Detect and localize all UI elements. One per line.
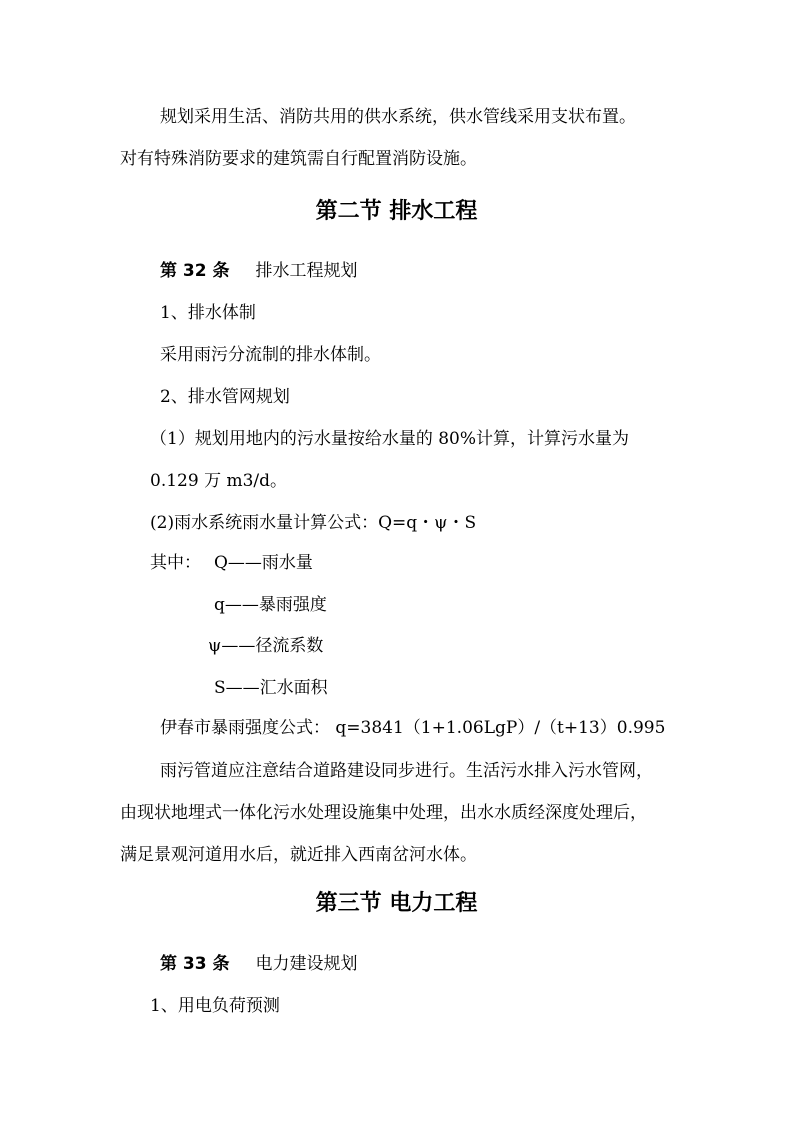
rain-sewer-paragraph-line2: 由现状地埋式一体化污水处理设施集中处理，出水水质经深度处理后，	[120, 803, 647, 823]
subsection-drainage-system: 1、排水体制	[160, 303, 256, 323]
section-title-drainage: 第二节 排水工程	[315, 199, 478, 224]
definition-Q: Q——雨水量	[214, 553, 313, 573]
rain-sewer-paragraph-line3: 满足景观河道用水后，就近排入西南岔河水体。	[120, 845, 477, 865]
subsection-drainage-network: 2、排水管网规划	[160, 387, 290, 407]
section-title-power: 第三节 电力工程	[315, 891, 478, 916]
water-supply-paragraph-line2: 对有特殊消防要求的建筑需自行配置消防设施。	[120, 149, 477, 169]
water-supply-paragraph-line1: 规划采用生活、消防共用的供水系统，供水管线采用支状布置。	[160, 107, 636, 127]
article-33-title: 电力建设规划	[255, 954, 358, 974]
definition-psi: ψ——径流系数	[208, 636, 324, 656]
drainage-system-text: 采用雨污分流制的排水体制。	[160, 345, 381, 365]
yichun-rainstorm-formula: 伊春市暴雨强度公式： q=3841（1+1.06LgP）/（t+13）0.995	[160, 718, 666, 738]
sewage-volume-line1: （1）规划用地内的污水量按给水量的 80%计算，计算污水量为	[150, 429, 630, 449]
article-32-heading	[160, 260, 358, 282]
rainwater-formula: (2)雨水系统雨水量计算公式：Q=q・ψ・S	[150, 513, 477, 533]
subsection-load-forecast: 1、用电负荷预测	[150, 996, 280, 1016]
definition-q: q——暴雨强度	[214, 595, 327, 615]
article-32-title: 排水工程规划	[255, 261, 358, 281]
sewage-volume-line2: 0.129 万 m3/d。	[150, 471, 288, 491]
where-label: 其中：	[150, 553, 201, 573]
article-32-number: 第 32 条	[160, 261, 230, 281]
article-33-number: 第 33 条	[160, 954, 230, 974]
rain-sewer-paragraph-line1: 雨污管道应注意结合道路建设同步进行。生活污水排入污水管网，	[160, 761, 653, 781]
definition-S: S——汇水面积	[214, 678, 328, 698]
article-33-heading	[160, 953, 358, 975]
